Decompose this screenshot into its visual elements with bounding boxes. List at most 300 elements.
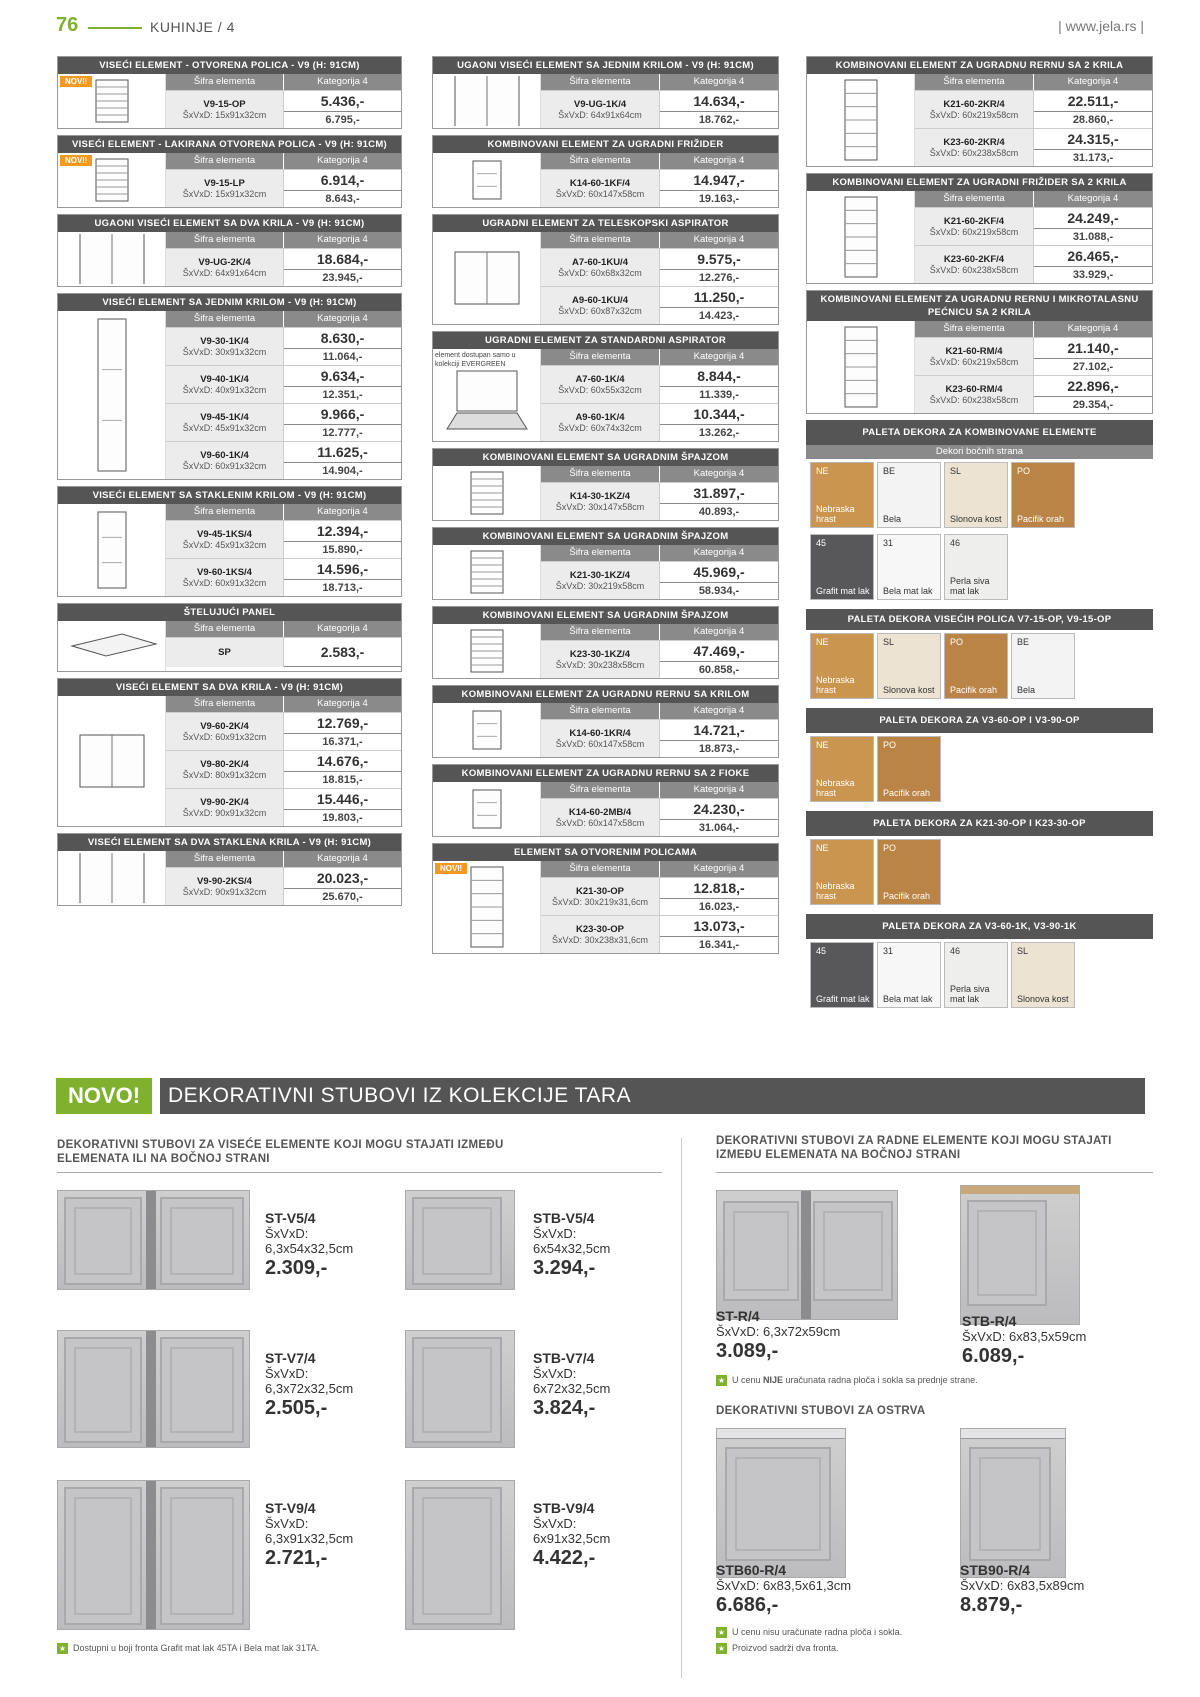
price-cell	[660, 799, 778, 836]
price-cell	[284, 868, 401, 905]
product-dimensions: ŠxVxD: 30x238x58cm	[555, 660, 645, 670]
product-code: SP	[218, 647, 231, 658]
price-cell	[284, 328, 401, 365]
product-title: UGRADNI ELEMENT ZA STANDARDNI ASPIRATOR	[433, 332, 778, 349]
swatch-name: Pacifik orah	[1017, 514, 1065, 524]
product-dimensions: ŠxVxD: 15x91x32cm	[182, 110, 267, 120]
product-code: V9-15-LP	[204, 178, 245, 189]
column-header-sifra: Šifra elementa	[541, 153, 660, 169]
price-primary: 45.969,-	[660, 562, 778, 583]
product-code-cell	[541, 249, 660, 286]
product-code-cell	[166, 521, 284, 558]
column-price: 8.879,-	[960, 1594, 1023, 1616]
decor-swatch[interactable]	[810, 736, 874, 802]
cabinet-drawing	[58, 851, 166, 905]
cabinet-drawing	[433, 232, 541, 324]
left-heading-rule	[57, 1172, 662, 1173]
decor-swatch[interactable]	[1011, 633, 1075, 699]
column-dimensions: 6x72x32,5cm	[533, 1381, 611, 1396]
table-header	[166, 153, 401, 169]
swatch-code: 31	[883, 538, 894, 548]
ostrva-heading: DEKORATIVNI STUBOVI ZA OSTRVA	[716, 1405, 926, 1417]
price-secondary: 8.643,-	[325, 193, 360, 206]
swatch-name: Grafit mat lak	[816, 586, 870, 596]
column-dim-label: ŠxVxD:	[265, 1516, 309, 1531]
price-secondary: 12.276,-	[698, 272, 740, 285]
price-secondary: 27.102,-	[1072, 361, 1114, 374]
price-primary: 22.896,-	[1034, 376, 1152, 397]
column-header-sifra: Šifra elementa	[166, 153, 284, 169]
price-secondary: 29.354,-	[1072, 399, 1114, 412]
product-block	[432, 135, 779, 208]
product-block	[57, 293, 402, 480]
price-primary: 11.625,-	[284, 442, 401, 463]
column-info	[533, 1210, 610, 1280]
product-title: VISEĆI ELEMENT - OTVORENA POLICA - V9 (H: 91CM)	[58, 57, 401, 74]
swatch-code: 46	[950, 538, 961, 548]
product-dimensions: ŠxVxD: 30x147x58cm	[555, 502, 645, 512]
column-header-sifra: Šifra elementa	[166, 74, 284, 90]
novi-badge: NOVI!	[60, 155, 92, 166]
product-code: V9-15-OP	[203, 99, 246, 110]
price-primary: 10.344,-	[660, 404, 778, 425]
product-dimensions: ŠxVxD: 60x147x58cm	[555, 189, 645, 199]
product-code: K23-60-RM/4	[945, 384, 1003, 395]
table-row	[166, 90, 401, 128]
column-info	[533, 1350, 610, 1420]
left-heading: DEKORATIVNI STUBOVI ZA VISEĆE ELEMENTE KOJI MOGU STAJATI IZMEĐU ELEMENATA ILI NA BOČNOJ STRANI	[57, 1139, 504, 1165]
table-row	[166, 248, 401, 286]
swatch-name: Slonova kost	[1017, 994, 1069, 1004]
column-header-sifra: Šifra elementa	[915, 321, 1034, 337]
base-column-info	[962, 1313, 1086, 1368]
product-code: V9-40-1K/4	[200, 374, 249, 385]
product-title: VISEĆI ELEMENT SA DVA KRILA - V9 (H: 91CM)	[58, 679, 401, 696]
decor-swatch[interactable]	[1011, 462, 1075, 528]
decor-swatch[interactable]	[877, 534, 941, 600]
product-title: VISEĆI ELEMENT SA DVA STAKLENA KRILA - V9 (H: 91CM)	[58, 834, 401, 851]
column-header-sifra: Šifra elementa	[541, 545, 660, 561]
product-title: UGAONI VISEĆI ELEMENT SA JEDNIM KRILOM - V9 (H: 91CM)	[433, 57, 778, 74]
price-cell	[660, 720, 778, 757]
product-block	[57, 678, 402, 827]
product-code-cell	[541, 641, 660, 678]
price-secondary: 25.670,-	[322, 891, 363, 904]
column-header-kategorija: Kategorija 4	[660, 861, 778, 877]
column-1	[57, 56, 402, 912]
table-row	[915, 375, 1152, 413]
price-cell	[284, 751, 401, 788]
decor-swatch[interactable]	[944, 534, 1008, 600]
product-code: A7-60-1KU/4	[572, 257, 628, 268]
table-header	[166, 74, 401, 90]
price-cell	[284, 521, 401, 558]
product-title: KOMBINOVANI ELEMENT SA UGRADNIM ŠPAJZOM	[433, 607, 778, 624]
price-cell	[660, 641, 778, 678]
decor-swatch[interactable]	[810, 633, 874, 699]
product-code: K21-60-2KR/4	[943, 99, 1005, 110]
decor-swatch[interactable]	[877, 633, 941, 699]
decor-palette	[806, 914, 1153, 1011]
price-secondary: 13.262,-	[698, 427, 740, 440]
swatch-name: Bela mat lak	[883, 586, 933, 596]
product-code: K23-60-2KR/4	[943, 137, 1005, 148]
product-code-cell	[541, 483, 660, 520]
product-dimensions: ŠxVxD: 40x91x32cm	[182, 385, 267, 395]
column-dimensions: ŠxVxD: 6x83,5x61,3cm	[716, 1578, 852, 1593]
table-row	[541, 561, 778, 599]
product-dimensions: ŠxVxD: 60x219x58cm	[929, 227, 1019, 237]
price-secondary: 6.795,-	[325, 114, 360, 127]
product-code: A7-60-1K/4	[575, 374, 625, 385]
product-dimensions: ŠxVxD: 60x147x58cm	[555, 739, 645, 749]
product-code-cell	[541, 720, 660, 757]
novo-banner	[56, 1078, 1145, 1114]
swatch-name: Perla siva mat lak	[950, 984, 990, 1004]
column-header-sifra: Šifra elementa	[541, 624, 660, 640]
decor-swatch[interactable]	[944, 942, 1008, 1008]
column-dim-label: ŠxVxD:	[265, 1226, 309, 1241]
palette-title: PALETA DEKORA VISEĆIH POLICA V7-15-OP, V9-15-OP	[806, 609, 1153, 630]
decor-swatch[interactable]	[877, 462, 941, 528]
island-column-info	[960, 1562, 1084, 1617]
column-dimensions: 6x54x32,5cm	[533, 1241, 611, 1256]
cabinet-drawing	[433, 466, 541, 520]
price-secondary: 16.023,-	[698, 901, 740, 914]
product-code-cell	[541, 404, 660, 441]
palette-title: PALETA DEKORA ZA KOMBINOVANE ELEMENTE	[806, 420, 1153, 445]
product-block	[806, 290, 1153, 414]
price-secondary: 14.423,-	[698, 310, 740, 323]
left-note: ★ Dostupni u boji fronta Grafit mat lak 45TA i Bela mat lak 31TA.	[58, 1643, 320, 1654]
swatch-name: Bela	[883, 514, 902, 524]
decor-palette	[806, 420, 1153, 603]
product-dimensions: ŠxVxD: 60x91x32cm	[182, 732, 267, 742]
decor-swatch[interactable]	[877, 839, 941, 905]
product-code-cell	[915, 129, 1034, 166]
table-header	[541, 545, 778, 561]
right-heading: DEKORATIVNI STUBOVI ZA RADNE ELEMENTE KOJI MOGU STAJATI IZMEĐU ELEMENATA NA BOČNOJ STRANI	[716, 1135, 1112, 1161]
product-dimensions: ŠxVxD: 30x238x31,6cm	[551, 935, 649, 945]
product-dimensions: ŠxVxD: 80x91x32cm	[182, 770, 267, 780]
table-row	[166, 867, 401, 905]
price-cell	[1034, 338, 1152, 375]
table-header	[541, 466, 778, 482]
table-row	[166, 169, 401, 207]
site-url[interactable]: | www.jela.rs |	[1058, 18, 1144, 34]
price-cell	[1034, 91, 1152, 128]
price-secondary: 11.064,-	[322, 351, 363, 364]
product-title: KOMBINOVANI ELEMENT ZA UGRADNU RERNU SA 2 KRILA	[807, 57, 1152, 74]
ostrva-note-2: ★ Proizvod sadrži dva fronta.	[717, 1643, 839, 1654]
novi-badge: NOVI!	[435, 863, 467, 874]
product-code: V9-60-2K/4	[200, 721, 249, 732]
table-header	[166, 696, 401, 712]
swatch-code: 45	[816, 538, 827, 548]
product-dimensions: ŠxVxD: 60x238x58cm	[929, 148, 1019, 158]
cabinet-drawing	[433, 74, 541, 128]
product-code-cell	[166, 442, 284, 479]
price-primary: 14.721,-	[660, 720, 778, 741]
table-header	[541, 703, 778, 719]
decor-swatch[interactable]	[877, 942, 941, 1008]
column-header-sifra: Šifra elementa	[166, 504, 284, 520]
table-row	[541, 365, 778, 403]
product-block	[432, 331, 779, 442]
swatch-code: PO	[1017, 466, 1031, 476]
table-header	[915, 191, 1152, 207]
product-block	[57, 214, 402, 287]
price-secondary: 12.351,-	[322, 389, 363, 402]
product-title: KOMBINOVANI ELEMENT SA UGRADNIM ŠPAJZOM	[433, 449, 778, 466]
price-primary: 47.469,-	[660, 641, 778, 662]
price-primary: 21.140,-	[1034, 338, 1152, 359]
swatch-name: Nebraska hrast	[816, 881, 855, 901]
price-cell	[284, 713, 401, 750]
decor-palette	[806, 811, 1153, 908]
product-block	[432, 764, 779, 837]
column-image	[57, 1190, 250, 1290]
cabinet-drawing	[807, 321, 915, 413]
decor-swatch[interactable]	[877, 736, 941, 802]
novi-badge: NOVI!	[60, 76, 92, 87]
product-code: K14-30-1KZ/4	[569, 491, 631, 502]
price-primary: 12.818,-	[660, 878, 778, 899]
table-row	[541, 90, 778, 128]
island-column-image	[716, 1428, 846, 1578]
table-row	[166, 788, 401, 826]
column-header-kategorija: Kategorija 4	[660, 153, 778, 169]
decor-swatch[interactable]	[810, 534, 874, 600]
column-header-kategorija: Kategorija 4	[660, 545, 778, 561]
product-code: K21-60-RM/4	[945, 346, 1003, 357]
swatch-code: NE	[816, 466, 829, 476]
price-cell	[284, 789, 401, 826]
product-code: K14-60-1KF/4	[569, 178, 631, 189]
price-secondary: 33.929,-	[1072, 269, 1114, 282]
price-secondary: 19.163,-	[698, 193, 740, 206]
column-info	[265, 1350, 353, 1420]
column-dim-label: ŠxVxD:	[533, 1516, 577, 1531]
column-header-kategorija: Kategorija 4	[284, 311, 401, 327]
product-code: K21-60-2KF/4	[943, 216, 1005, 227]
price-primary: 15.446,-	[284, 789, 401, 810]
price-primary: 12.394,-	[284, 521, 401, 542]
price-primary: 2.583,-	[284, 638, 401, 667]
radni-note: ★ U cenu NIJE uračunata radna ploča i sokla sa prednje strane.	[717, 1375, 978, 1386]
decor-swatch[interactable]	[944, 633, 1008, 699]
table-row	[166, 637, 401, 667]
price-primary: 14.676,-	[284, 751, 401, 772]
swatch-name: Nebraska hrast	[816, 778, 855, 798]
swatch-name: Bela	[1017, 685, 1036, 695]
swatch-name: Bela mat lak	[883, 994, 933, 1004]
column-header-sifra: Šifra elementa	[166, 621, 284, 637]
column-header-sifra: Šifra elementa	[166, 851, 284, 867]
product-block	[57, 486, 402, 597]
price-primary: 6.914,-	[284, 170, 401, 191]
product-block	[57, 135, 402, 208]
product-dimensions: ŠxVxD: 30x219x31,6cm	[551, 897, 649, 907]
price-cell	[284, 170, 401, 207]
column-header-sifra: Šifra elementa	[915, 191, 1034, 207]
swatch-row	[806, 939, 1153, 1011]
table-header	[166, 621, 401, 637]
cabinet-drawing	[58, 153, 166, 207]
table-row	[541, 482, 778, 520]
swatch-name: Pacifik orah	[950, 685, 998, 695]
swatch-name: Grafit mat lak	[816, 994, 870, 1004]
price-primary: 9.966,-	[284, 404, 401, 425]
column-header-sifra: Šifra elementa	[541, 349, 660, 365]
product-code-cell	[166, 751, 284, 788]
product-block	[432, 843, 779, 954]
column-dim-label: ŠxVxD:	[533, 1226, 577, 1241]
header-rule	[88, 27, 142, 29]
column-code: ST-V7/4	[265, 1350, 316, 1366]
price-secondary: 31.088,-	[1072, 231, 1114, 244]
product-dimensions: ŠxVxD: 30x91x32cm	[182, 347, 267, 357]
column-header-kategorija: Kategorija 4	[660, 624, 778, 640]
column-image	[405, 1480, 515, 1630]
product-code-cell	[915, 246, 1034, 283]
product-block	[806, 173, 1153, 284]
price-primary: 14.634,-	[660, 91, 778, 112]
right-heading-rule	[716, 1172, 1153, 1173]
product-dimensions: ŠxVxD: 45x91x32cm	[182, 423, 267, 433]
column-image	[405, 1330, 515, 1448]
product-block	[432, 214, 779, 325]
column-2	[432, 56, 779, 960]
product-code: V9-90-2KS/4	[197, 876, 252, 887]
column-header-kategorija: Kategorija 4	[284, 696, 401, 712]
column-header-sifra: Šifra elementa	[915, 74, 1034, 90]
table-row	[541, 169, 778, 207]
product-title: ELEMENT SA OTVORENIM POLICAMA	[433, 844, 778, 861]
cabinet-drawing	[433, 153, 541, 207]
swatch-name: Pacifik orah	[883, 891, 931, 901]
price-primary: 5.436,-	[284, 91, 401, 112]
product-code: K21-30-1KZ/4	[569, 570, 631, 581]
price-secondary: 58.934,-	[698, 585, 740, 598]
swatch-row	[806, 531, 1153, 603]
column-header-kategorija: Kategorija 4	[284, 851, 401, 867]
column-header-sifra: Šifra elementa	[166, 232, 284, 248]
decor-swatch[interactable]	[944, 462, 1008, 528]
product-code-cell	[915, 376, 1034, 413]
product-code: V9-60-1KS/4	[197, 567, 252, 578]
product-dimensions: ŠxVxD: 90x91x32cm	[182, 808, 267, 818]
base-column-image	[716, 1190, 898, 1320]
column-dim-label: ŠxVxD:	[265, 1366, 309, 1381]
novo-tag: NOVO!	[56, 1078, 152, 1114]
table-row	[541, 877, 778, 915]
product-code-cell	[166, 249, 284, 286]
swatch-code: NE	[816, 637, 829, 647]
decor-swatch[interactable]	[810, 942, 874, 1008]
table-row	[166, 441, 401, 479]
product-code: K14-60-2MB/4	[568, 807, 632, 818]
column-image	[57, 1330, 250, 1448]
product-code-cell	[166, 789, 284, 826]
product-code: K23-30-1KZ/4	[569, 649, 631, 660]
column-code: STB90-R/4	[960, 1562, 1031, 1578]
product-title: VISEĆI ELEMENT SA STAKLENIM KRILOM - V9 (H: 91CM)	[58, 487, 401, 504]
product-dimensions: ŠxVxD: 60x74x32cm	[558, 423, 642, 433]
swatch-code: NE	[816, 740, 829, 750]
product-code-cell	[541, 799, 660, 836]
price-cell	[660, 91, 778, 128]
table-header	[166, 504, 401, 520]
price-cell	[284, 366, 401, 403]
column-price: 2.309,-	[265, 1257, 328, 1279]
price-primary: 24.230,-	[660, 799, 778, 820]
column-code: STB-V9/4	[533, 1500, 595, 1516]
product-title: KOMBINOVANI ELEMENT ZA UGRADNI FRIŽIDER	[433, 136, 778, 153]
product-dimensions: ŠxVxD: 64x91x64cm	[182, 268, 267, 278]
price-primary: 12.769,-	[284, 713, 401, 734]
cabinet-drawing	[807, 191, 915, 283]
column-header-sifra: Šifra elementa	[166, 696, 284, 712]
swatch-row	[806, 459, 1153, 531]
product-dimensions: ŠxVxD: 60x91x32cm	[182, 578, 267, 588]
product-code-cell	[166, 404, 284, 441]
cabinet-drawing	[58, 621, 166, 671]
product-title: KOMBINOVANI ELEMENT ZA UGRADNU RERNU I MIKROTALASNU PEĆNICU SA 2 KRILA	[807, 291, 1152, 321]
product-dimensions: ŠxVxD: 60x219x58cm	[929, 357, 1019, 367]
product-code: K23-30-OP	[575, 924, 625, 935]
table-row	[541, 640, 778, 678]
decor-swatch[interactable]	[810, 462, 874, 528]
column-header-kategorija: Kategorija 4	[284, 232, 401, 248]
price-cell	[284, 404, 401, 441]
product-code: V9-UG-2K/4	[198, 257, 251, 268]
table-row	[166, 520, 401, 558]
price-secondary: 60.858,-	[698, 664, 740, 677]
column-price: 2.721,-	[265, 1547, 328, 1569]
column-dimensions: 6x91x32,5cm	[533, 1531, 611, 1546]
price-cell	[660, 404, 778, 441]
star-icon: ★	[717, 1628, 726, 1638]
price-secondary: 31.173,-	[1072, 152, 1114, 165]
product-code: K21-30-OP	[575, 886, 625, 897]
price-primary: 20.023,-	[284, 868, 401, 889]
swatch-name: Slonova kost	[883, 685, 935, 695]
column-header-kategorija: Kategorija 4	[660, 703, 778, 719]
decor-swatch[interactable]	[1011, 942, 1075, 1008]
product-block	[57, 603, 402, 672]
price-secondary: 11.339,-	[699, 389, 739, 402]
table-row	[166, 327, 401, 365]
price-primary: 24.249,-	[1034, 208, 1152, 229]
column-image	[57, 1480, 250, 1630]
product-code: A9-60-1K/4	[575, 412, 625, 423]
product-code: V9-45-1K/4	[200, 412, 249, 423]
table-row	[541, 248, 778, 286]
product-code-cell	[541, 562, 660, 599]
product-dimensions: ŠxVxD: 60x238x58cm	[929, 395, 1019, 405]
swatch-name: Nebraska hrast	[816, 675, 855, 695]
column-price: 2.505,-	[265, 1397, 328, 1419]
column-dimensions: ŠxVxD: 6x83,5x89cm	[960, 1578, 1085, 1593]
price-secondary: 23.945,-	[322, 272, 363, 285]
product-title: KOMBINOVANI ELEMENT ZA UGRADNU RERNU SA KRILOM	[433, 686, 778, 703]
decor-swatch[interactable]	[810, 839, 874, 905]
section-title: KUHINJE / 4	[150, 19, 235, 35]
column-info	[265, 1500, 353, 1570]
decor-palette	[806, 609, 1153, 702]
column-header-sifra: Šifra elementa	[541, 782, 660, 798]
